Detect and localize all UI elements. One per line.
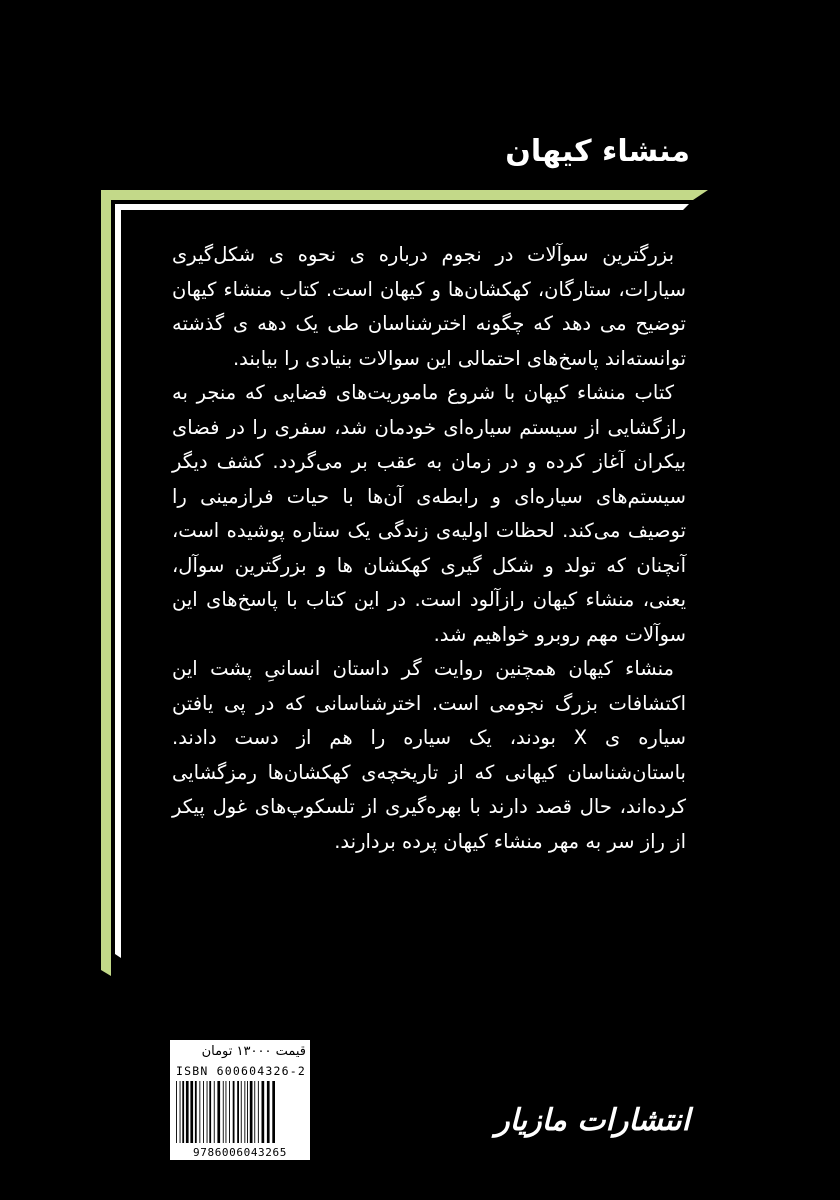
barcode-bar bbox=[180, 1081, 181, 1143]
barcode-bar bbox=[272, 1081, 275, 1143]
barcode-bar bbox=[237, 1081, 239, 1143]
isbn-label: ISBN 600604326-2 bbox=[176, 1064, 306, 1078]
barcode-bar bbox=[267, 1081, 270, 1143]
barcode-bar bbox=[226, 1081, 227, 1143]
description-paragraph-3: منشاء کیهان همچنین روایت گر داستان انسانیِ پشت این اکتشافات بزرگ نجومی است. اخترشناسانی که در پی یافتن سیاره ی X بودند، یک سیاره را هم از دست دادند. باستان‌شناسان کیهانی که از تاریخچه‌ی کهکشان‌ها رمزگشایی کرده‌اند، حال قصد دارند با بهره‌گیری از تلسکوپ‌های غول پیکر از راز سر به مهر منشاء کیهان پرده بردارند. bbox=[172, 657, 687, 853]
barcode-bar bbox=[229, 1081, 230, 1143]
barcode-bar bbox=[262, 1081, 265, 1143]
barcode-bar bbox=[176, 1081, 177, 1143]
barcode-bar bbox=[233, 1081, 235, 1143]
barcode-bar bbox=[186, 1081, 189, 1143]
barcode-bar bbox=[209, 1081, 211, 1143]
barcode-bar bbox=[250, 1081, 253, 1143]
barcode-bar bbox=[207, 1081, 208, 1143]
barcode-bar bbox=[254, 1081, 255, 1143]
barcode-bar bbox=[258, 1081, 259, 1143]
description-paragraph-2: کتاب منشاء کیهان با شروع ماموریت‌های فضایی که منجر به رازگشایی از سیستم سیاره‌ای خودمان شد، سفری را در فضای بیکران آغاز کرده و در زمان به عقب بر می‌گردد. کشف دیگر سیستم‌های سیاره‌ای و رابطه‌ی آن‌ها با حیات فرازمینی را توصیف می‌کند. لحظات اولیه‌ی زندگی یک ستاره پوشیده است، آنچنان که تولد و شکل گیری کهکشان ها و بزرگترین سوآل، یعنی، منشاء کیهان رازآلود است. در این کتاب با پاسخ‌های این سوآلات مهم روبرو خواهیم شد. bbox=[172, 381, 686, 646]
barcode-bar bbox=[217, 1081, 220, 1143]
barcode-bar bbox=[190, 1081, 193, 1143]
barcode-bar bbox=[203, 1081, 204, 1143]
price-label: قیمت ۱۳۰۰۰ تومان bbox=[201, 1044, 306, 1059]
publisher-logo-text: انتشارات مازیار bbox=[495, 1103, 690, 1138]
barcode-bars bbox=[174, 1081, 306, 1143]
barcode-bar bbox=[195, 1081, 197, 1143]
barcode-label bbox=[170, 1040, 310, 1160]
book-title: منشاء کیهان bbox=[505, 134, 690, 169]
barcode-bar bbox=[244, 1081, 245, 1143]
barcode-bar bbox=[247, 1081, 248, 1143]
ean-digits: 9786006043265 bbox=[174, 1146, 306, 1159]
description-text bbox=[172, 238, 686, 859]
barcode-bar bbox=[214, 1081, 215, 1143]
barcode-bar bbox=[241, 1081, 242, 1143]
description-paragraph-1: بزرگترین سوآلات در نجوم درباره ی نحوه ی شکل‌گیری سیارات، ستارگان، کهکشان‌ها و کیهان است. کتاب منشاء کیهان توضیح می دهد که چگونه اخترشناسان طی یک دهه ی گذشته توانسته‌اند پاسخ‌های احتمالی این سوالات بنیادی را بیابند. bbox=[172, 243, 686, 370]
barcode-bar bbox=[182, 1081, 184, 1143]
barcode-bar bbox=[223, 1081, 224, 1143]
barcode-bar bbox=[199, 1081, 200, 1143]
